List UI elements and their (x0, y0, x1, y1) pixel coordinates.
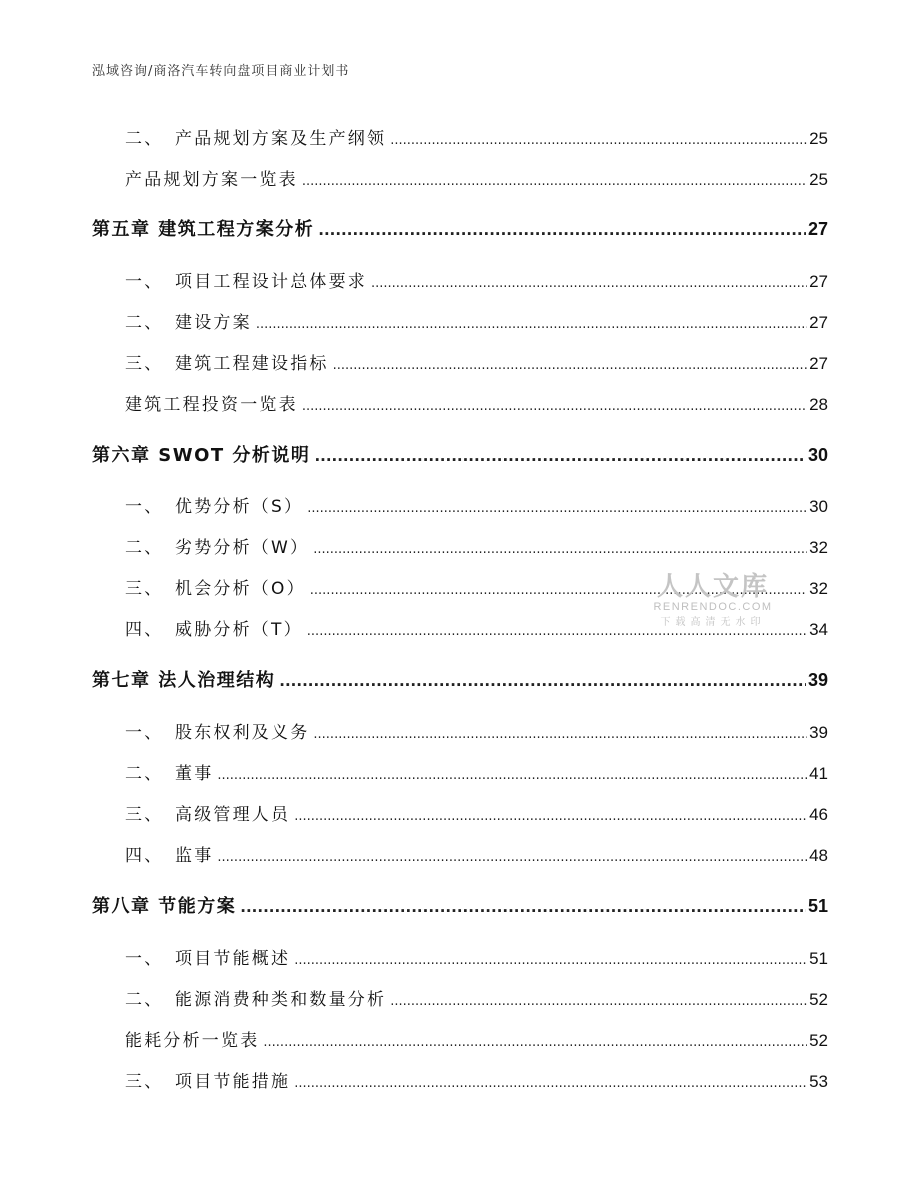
dot-leader (390, 994, 807, 1009)
toc-entry-page: 27 (809, 354, 828, 373)
toc-chapter-title: 第七章 法人治理结构 (92, 670, 276, 691)
toc-entry[interactable] (125, 390, 828, 415)
dot-leader (294, 1076, 807, 1091)
toc-entry-title: 建设方案 (175, 313, 252, 333)
toc-entry-page: 34 (809, 620, 828, 639)
toc-chapter-page: 30 (807, 445, 828, 465)
toc-entry-number: 二、 (125, 129, 164, 149)
toc-entry[interactable] (125, 124, 828, 149)
toc-entry-number: 二、 (125, 990, 164, 1010)
toc-entry-page: 52 (809, 1031, 828, 1050)
toc-entry[interactable] (125, 1026, 828, 1051)
toc-entry-title: 能源消费种类和数量分析 (175, 990, 387, 1010)
toc-entry[interactable] (125, 985, 828, 1010)
dot-leader (307, 501, 807, 516)
toc-entry[interactable] (125, 800, 828, 825)
toc-entry-title: 建筑工程投资一览表 (125, 395, 298, 415)
toc-entry[interactable] (125, 349, 828, 374)
toc-entry-title: 项目节能概述 (175, 949, 291, 969)
dot-leader (318, 221, 806, 239)
toc-entry-title: 监事 (175, 846, 214, 866)
dot-leader (313, 727, 807, 742)
toc-entry[interactable] (125, 944, 828, 969)
toc-entry-title: 劣势分析（W） (175, 538, 310, 558)
toc-entry-title: 项目节能措施 (175, 1072, 291, 1092)
dot-leader (263, 1035, 807, 1050)
toc-entry-title: 机会分析（O） (175, 579, 306, 599)
watermark (648, 566, 778, 628)
toc-entry-number: 二、 (125, 313, 164, 333)
toc-entry-title: 产品规划方案一览表 (125, 170, 298, 190)
toc-entry-title: 股东权利及义务 (175, 723, 310, 743)
toc-entry[interactable] (125, 165, 828, 190)
dot-leader (371, 276, 807, 291)
toc-entry-page: 51 (809, 949, 828, 968)
toc-entry-number: 四、 (125, 620, 164, 640)
dot-leader (279, 672, 806, 690)
toc-entry-page: 39 (809, 723, 828, 742)
toc-chapter-title: 第八章 节能方案 (92, 896, 237, 917)
watermark-slogan: 下载高清无水印 (660, 617, 766, 628)
toc-entry[interactable] (125, 492, 828, 517)
toc-chapter-page: 39 (807, 670, 828, 690)
toc-entry[interactable] (125, 718, 828, 743)
running-header: 泓域咨询/商洛汽车转向盘项目商业计划书 (92, 64, 350, 79)
toc-entry-number: 三、 (125, 805, 164, 825)
toc-entry[interactable] (125, 267, 828, 292)
toc-entry-number: 二、 (125, 764, 164, 784)
toc-entry-page: 41 (809, 764, 828, 783)
dot-leader (302, 399, 807, 414)
toc-entry-page: 32 (809, 579, 828, 598)
toc-entry-page: 25 (809, 129, 828, 148)
dot-leader (313, 542, 807, 557)
toc-chapter-title: 第六章 SWOT 分析说明 (92, 445, 311, 466)
toc-entry[interactable] (125, 533, 828, 558)
toc-entry-page: 27 (809, 313, 828, 332)
toc-entry-number: 一、 (125, 723, 164, 743)
toc-entry-number: 三、 (125, 1072, 164, 1092)
toc-entry-number: 三、 (125, 579, 164, 599)
toc-entry-title: 优势分析（S） (175, 497, 304, 517)
dot-leader (256, 317, 807, 332)
toc-entry-title: 产品规划方案及生产纲领 (175, 129, 387, 149)
toc-entry-title: 高级管理人员 (175, 805, 291, 825)
toc-entry-title: 能耗分析一览表 (125, 1031, 260, 1051)
dot-leader (217, 850, 807, 865)
toc-entry-page: 46 (809, 805, 828, 824)
toc-entry-number: 一、 (125, 272, 164, 292)
watermark-domain: RENRENDOC.COM (653, 601, 773, 613)
toc-chapter[interactable] (92, 892, 828, 918)
toc-chapter-title: 第五章 建筑工程方案分析 (92, 219, 315, 240)
toc-chapter[interactable] (92, 215, 828, 241)
toc-entry-title: 董事 (175, 764, 214, 784)
dot-leader (314, 447, 806, 465)
toc-entry-number: 一、 (125, 949, 164, 969)
toc-chapter-page: 51 (807, 896, 828, 916)
dot-leader (240, 898, 806, 916)
toc-entry[interactable] (125, 841, 828, 866)
toc-entry-page: 52 (809, 990, 828, 1009)
toc-entry-page: 30 (809, 497, 828, 516)
dot-leader (302, 174, 807, 189)
toc-entry-page: 28 (809, 395, 828, 414)
dot-leader (333, 358, 807, 373)
dot-leader (294, 809, 807, 824)
toc-entry-number: 三、 (125, 354, 164, 374)
toc-entry-page: 48 (809, 846, 828, 865)
toc-entry-page: 53 (809, 1072, 828, 1091)
toc-entry-page: 32 (809, 538, 828, 557)
toc-entry-title: 建筑工程建设指标 (175, 354, 329, 374)
toc-entry[interactable] (125, 308, 828, 333)
toc-entry-title: 项目工程设计总体要求 (175, 272, 367, 292)
toc-entry[interactable] (125, 1067, 828, 1092)
toc-entry-page: 27 (809, 272, 828, 291)
toc-entry-page: 25 (809, 170, 828, 189)
dot-leader (390, 133, 807, 148)
dot-leader (217, 768, 807, 783)
watermark-brand: 人人文库 (656, 571, 769, 601)
toc-chapter-page: 27 (807, 219, 828, 239)
toc-entry-title: 威胁分析（T） (175, 620, 303, 640)
toc-entry-number: 二、 (125, 538, 164, 558)
toc-chapter[interactable] (92, 666, 828, 692)
toc-chapter[interactable] (92, 441, 828, 467)
toc-entry[interactable] (125, 759, 828, 784)
toc-entry-number: 一、 (125, 497, 164, 517)
dot-leader (294, 953, 807, 968)
toc-entry-number: 四、 (125, 846, 164, 866)
